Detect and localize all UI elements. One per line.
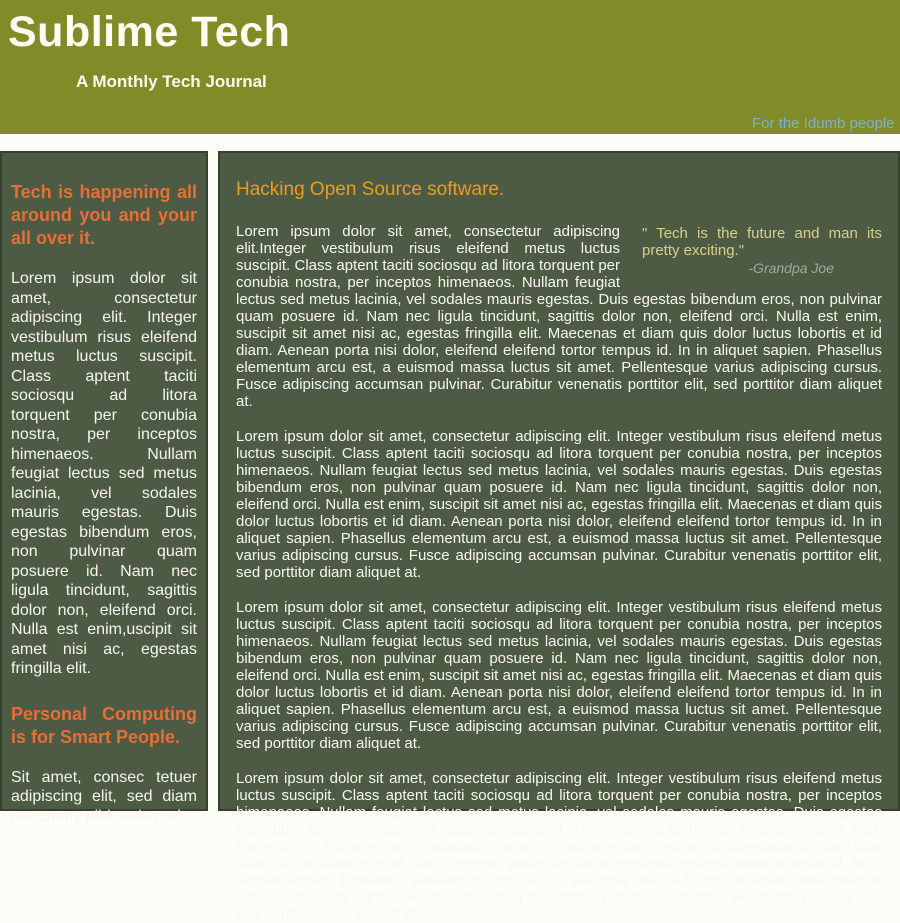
sidebar-paragraph: Lorem ipsum dolor sit amet, consectetur adipiscing elit. Integer vestibulum risus eleifend metus luctus suscipit. Class aptent taciti sociosqu ad litora torquent per conubia nostra, per inceptos himenaeos. Nullam feugiat lectus sed metus lacinia, vel sodales mauris egestas. Duis egestas bibendum eros, non pulvinar quam posuere id. Nam nec ligula tincidunt, sagittis dolor non, eleifend orci. Nulla est enim,uscipit sit amet nisi ac, egestas fringilla elit. [11,270,197,677]
article-paragraph: Lorem ipsum dolor sit amet, consectetur adipiscing elit.Integer vestibulum risus eleifend metus luctus suscipit. Class aptent taciti sociosqu ad litora torquent per conubia nostra, per inceptos himenaeos. Nullam feugiat lectus sed metus lacinia, vel sodales mauris egestas. Duis egestas bibendum eros, non pulvinar quam posuere id. Nam nec ligula tincidunt, sagittis dolor non, eleifend orci. Nulla est enim, suscipit sit amet nisi ac, egestas fringilla elit. Maecenas et diam quis dolor luctus lobortis et id diam. Aenean porta nisi dolor, eleifend eleifend tortor tempus id. In in aliquet sapien. Phasellus elementum arcu est, a euismod massa luctus sit amet. Pellentesque varius adipiscing cursus. Fusce adipiscing accumsan pulvinar. Curabitur venenatis porttitor elit, sed porttitor diam aliquet at. [236,223,882,410]
article-column [218,151,900,923]
quote-attribution: -Grandpa Joe [748,260,834,276]
content-area [0,151,900,923]
article-heading: Hacking Open Source software. [236,179,505,200]
sidebar [0,151,208,825]
masthead [0,0,900,134]
site-tagline: For the !dumb people [752,115,895,132]
sidebar-heading-tech: Tech is happening all around you and your all over it. [11,182,197,248]
quote-text: " Tech is the future and man its pretty exciting." [642,225,882,259]
article-paragraph: Lorem ipsum dolor sit amet, consectetur adipiscing elit. Integer vestibulum risus eleifend metus luctus suscipit. Class aptent taciti sociosqu ad litora torquent per conubia nostra, per inceptos himenaeos. Nullam feugiat lectus sed metus lacinia, vel sodales mauris egestas. Duis egestas bibendum eros, non pulvinar quam posuere id. Nam nec ligula tincidunt, sagittis dolor non, eleifend orci. Nulla est enim, suscipit sit amet nisi ac, egestas fringilla elit. Maecenas et diam quis dolor luctus lobortis et id diam. Aenean porta nisi dolor, eleifend eleifend tortor tempus id. In in aliquet sapien. Phasellus elementum arcu est, a euismod massa luctus sit amet. Pellentesque varius adipiscing cursus. Fusce adipiscing accumsan pulvinar. Curabitur venenatis porttitor elit, sed porttitor diam aliquet at. [236,428,882,581]
article-paragraph: Lorem ipsum dolor sit amet, consectetur adipiscing elit. Integer vestibulum risus eleifend metus luctus suscipit. Class aptent taciti sociosqu ad litora torquent per conubia nostra, per inceptos himenaeos. Nullam feugiat lectus sed metus lacinia, vel sodales mauris egestas. Duis egestas bibendum eros, non pulvinar quam posuere id. Nam nec ligula tincidunt, sagittis dolor non, eleifend orci. Nulla est enim, suscipit sit amet nisi ac, egestas fringilla elit. Maecenas et diam quis dolor luctus lobortis et id diam. Aenean porta nisi dolor, eleifend eleifend tortor tempus id. In in aliquet sapien. Phasellus elementum arcu est, a euismod massa luctus sit amet. Pellentesque varius adipiscing cursus. Fusce adipiscing accumsan pulvinar. Curabitur venenatis porttitor elit, sed porttitor diam aliquet at. [236,599,882,752]
site-subtitle: A Monthly Tech Journal [76,72,267,91]
sidebar-paragraph: Sit amet, consec tetuer adipiscing elit, sed diam nonummy nibh euismod [11,768,197,825]
article-paragraph: Lorem ipsum dolor sit amet, consectetur adipiscing elit. Integer vestibulum risus eleifend metus luctus suscipit. Class aptent taciti sociosqu ad litora torquent per conubia nostra, per inceptos himenaeos. Nullam feugiat lectus sed metus lacinia, vel sodales mauris egestas. Duis egestas bibendum eros, non pulvinar quam posuere id. Nam nec ligula tincidunt, sagittis dolor non, eleifend orci. Nulla est enim, suscipit sit amet nisi ac, egestas fringilla elit. Maecenas et diam quis dolor luctus lobortis et id diam. Aenean porta nisi dolor, eleifend eleifend tortor tempus id. In in aliquet sapien. Phasellus elementum arcu est, a euismod massa luctus sit amet. Pellentesque varius adipiscing cursus. Fusce adipiscing accumsan pulvinar. Curabitur venenatis porttitor elit, sed porttitor diam aliquet at. [236,770,882,923]
site-title: Sublime Tech [8,8,291,56]
sidebar-heading-personal-computing: Personal Computing is for Smart People. [11,703,197,747]
pull-quote [642,225,882,276]
